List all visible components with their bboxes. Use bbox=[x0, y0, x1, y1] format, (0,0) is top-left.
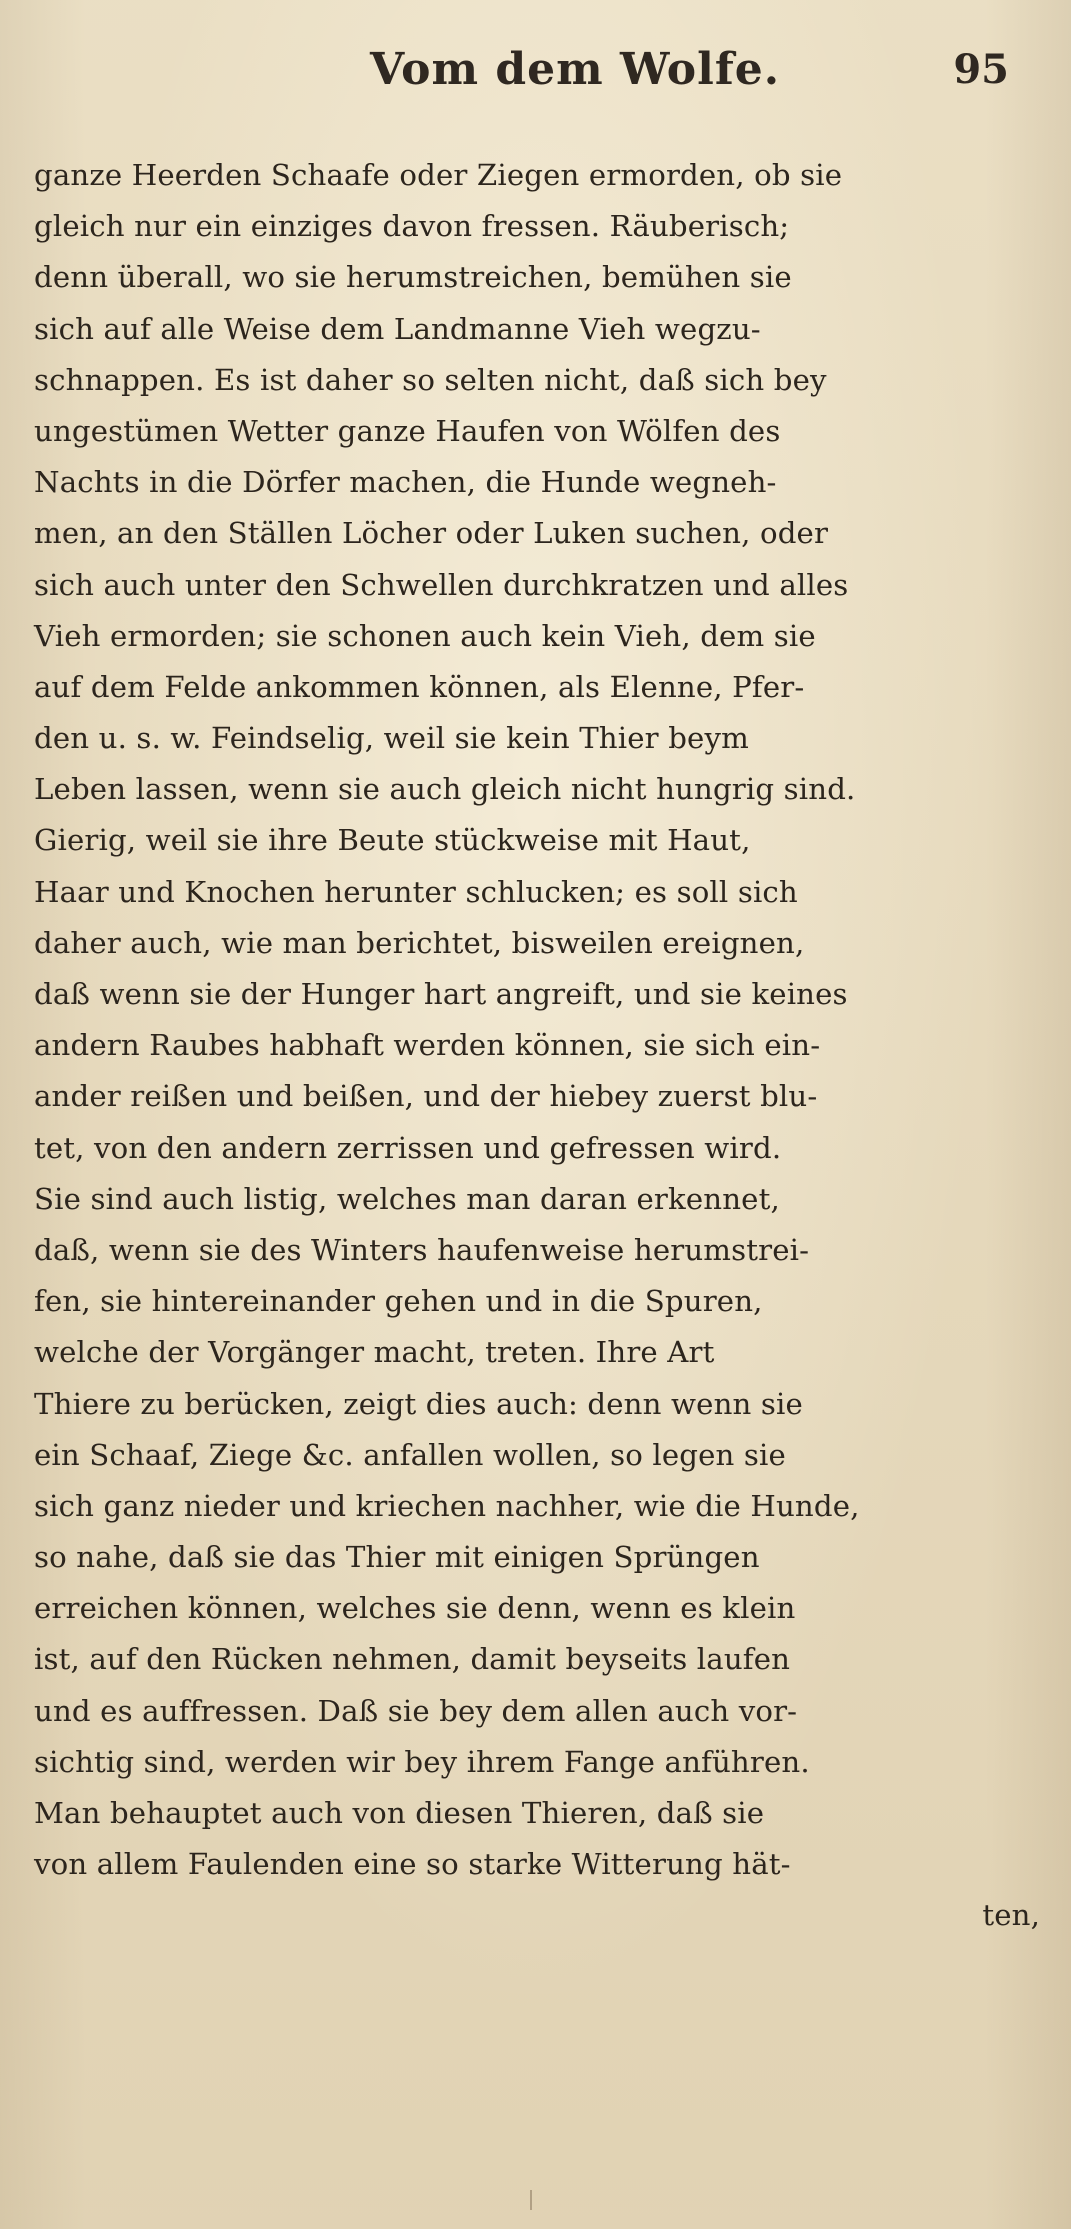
text-line-24: welche der Vorgänger macht, treten. Ihre Art bbox=[34, 1335, 715, 1370]
text-line-2: gleich nur ein einziges davon fressen. Räuberisch; bbox=[34, 209, 790, 244]
text-line-1: ganze Heerden Schaafe oder Ziegen ermorden, ob sie bbox=[34, 158, 843, 192]
running-head-title: Vom dem Wolfe. bbox=[370, 44, 781, 95]
text-line-19: ander reißen und beißen, und der hiebey zuerst blu- bbox=[34, 1079, 818, 1114]
text-line-32: sichtig sind, werden wir bey ihrem Fange anführen. bbox=[34, 1744, 810, 1779]
text-line-29: erreichen können, welches sie denn, wenn es klein bbox=[34, 1591, 796, 1626]
text-line-6: ungestümen Wetter ganze Haufen von Wölfen des bbox=[34, 413, 781, 448]
text-line-22: daß, wenn sie des Winters haufenweise herumstrei- bbox=[34, 1232, 810, 1267]
text-line-18: andern Raubes habhaft werden können, sie sich ein- bbox=[34, 1028, 821, 1063]
text-line-16: daher auch, wie man berichtet, bisweilen ereignen, bbox=[34, 925, 805, 960]
text-line-33: Man behauptet auch von diesen Thieren, daß sie bbox=[34, 1796, 765, 1830]
text-line-26: ein Schaaf, Ziege &c. anfallen wollen, so legen sie bbox=[34, 1437, 786, 1472]
text-line-11: auf dem Felde ankommen können, als Elenne, Pfer- bbox=[34, 669, 805, 704]
text-line-30: ist, auf den Rücken nehmen, damit beyseits laufen bbox=[34, 1642, 791, 1677]
text-line-4: sich auf alle Weise dem Landmanne Vieh wegzu- bbox=[34, 311, 761, 346]
text-line-9: sich auch unter den Schwellen durchkratzen und alles bbox=[34, 567, 849, 602]
text-line-34: von allem Faulenden eine so starke Witterung hät- bbox=[34, 1847, 791, 1882]
text-line-23: fen, sie hintereinander gehen und in die Spuren, bbox=[34, 1284, 763, 1319]
body-text bbox=[34, 150, 1042, 1942]
paper-mark bbox=[530, 2190, 532, 2210]
text-line-31: und es auffressen. Daß sie bey dem allen auch vor- bbox=[34, 1693, 798, 1728]
text-line-21: Sie sind auch listig, welches man daran erkennet, bbox=[34, 1181, 780, 1216]
text-line-14: Gierig, weil sie ihre Beute stückweise mit Haut, bbox=[34, 823, 751, 858]
text-line-13: Leben lassen, wenn sie auch gleich nicht hungrig sind. bbox=[34, 772, 856, 807]
text-line-15: Haar und Knochen herunter schlucken; es soll sich bbox=[34, 874, 798, 909]
text-line-5: schnappen. Es ist daher so selten nicht, daß sich bey bbox=[34, 362, 827, 397]
text-line-8: men, an den Ställen Löcher oder Luken suchen, oder bbox=[34, 516, 829, 551]
text-line-7: Nachts in die Dörfer machen, die Hunde wegneh- bbox=[34, 465, 777, 500]
text-line-12: den u. s. w. Feindselig, weil sie kein Thier beym bbox=[34, 721, 749, 756]
text-line-20: tet, von den andern zerrissen und gefressen wird. bbox=[34, 1130, 782, 1165]
text-line-3: denn überall, wo sie herumstreichen, bemühen sie bbox=[34, 260, 792, 295]
page-number: 95 bbox=[953, 46, 1009, 93]
text-line-25: Thiere zu berücken, zeigt dies auch: denn wenn sie bbox=[34, 1386, 803, 1421]
page-header bbox=[40, 44, 1031, 104]
catchword: ten, bbox=[982, 1898, 1040, 1933]
text-line-27: sich ganz nieder und kriechen nachher, wie die Hunde, bbox=[34, 1488, 860, 1523]
text-line-17: daß wenn sie der Hunger hart angreift, und sie keines bbox=[34, 977, 848, 1011]
text-line-28: so nahe, daß sie das Thier mit einigen Sprüngen bbox=[34, 1540, 760, 1575]
text-line-10: Vieh ermorden; sie schonen auch kein Vieh, dem sie bbox=[34, 618, 816, 653]
